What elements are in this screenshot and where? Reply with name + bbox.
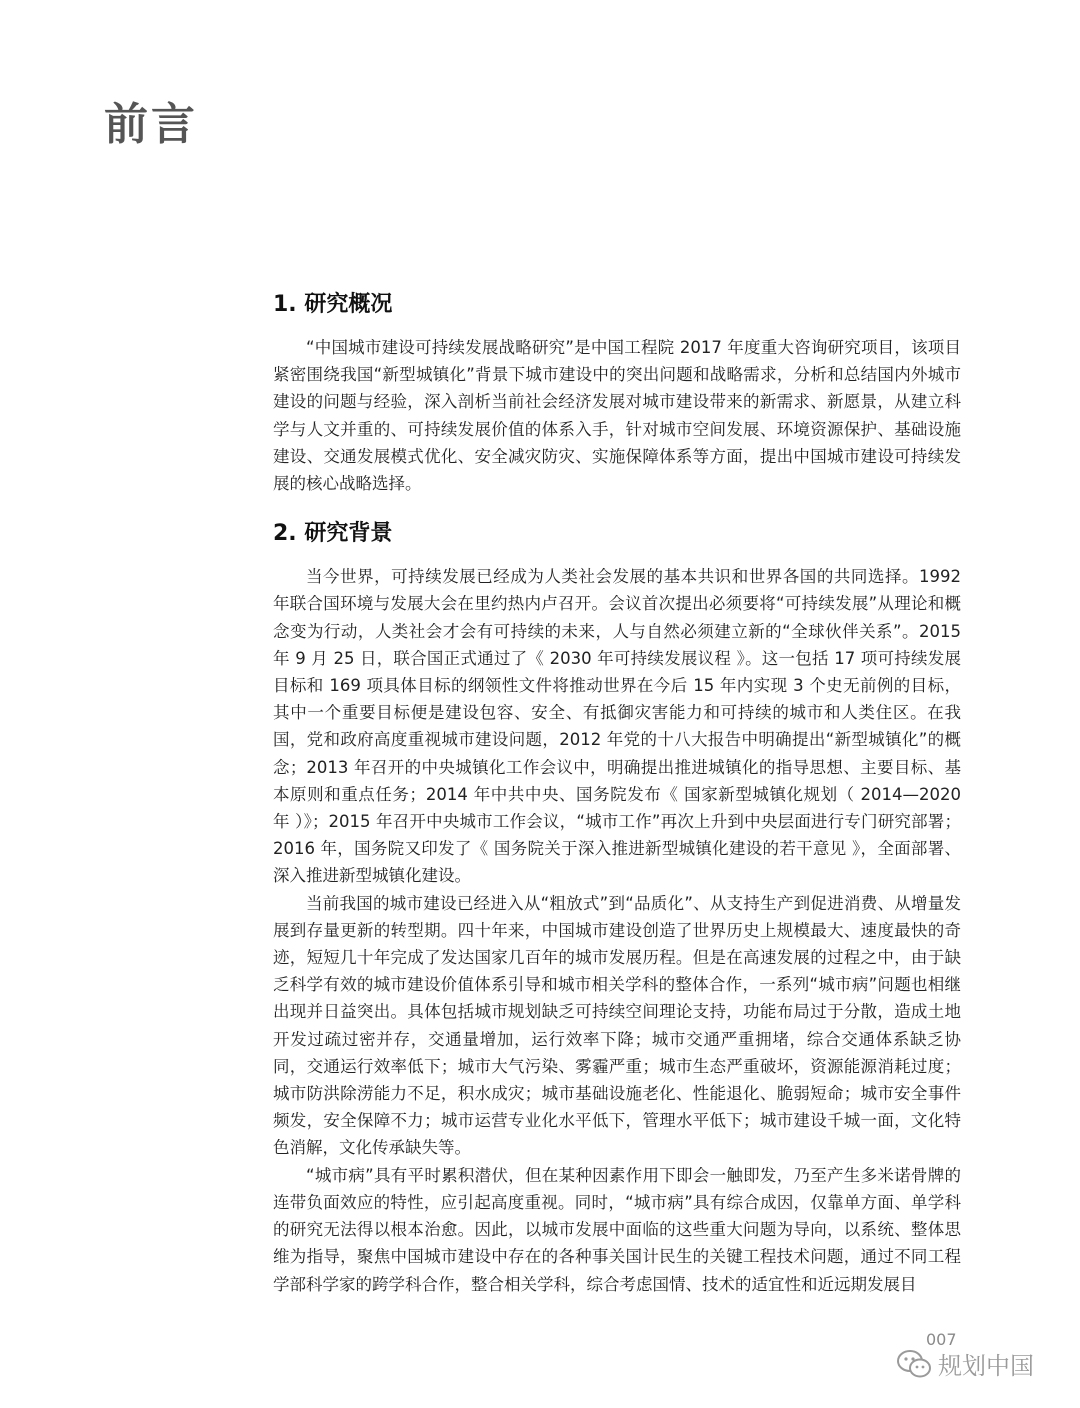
section-research-overview — [273, 286, 961, 497]
paragraph: 当前我国的城市建设已经进入从“粗放式”到“品质化”、从支持生产到促进消费、从增量发展到存量更新的转型期。四十年来，中国城市建设创造了世界历史上规模最大、速度最快的奇迹，短短几十年完成了发达国家几百年的城市发展历程。但是在高速发展的过程之中，由于缺乏科学有效的城市建设价值体系引导和城市相关学科的整体合作，一系列“城市病”问题也相继出现并日益突出。具体包括城市规划缺乏可持续空间理论支持，功能布局过于分散，造成土地开发过疏过密并存，交通量增加，运行效率下降；城市交通严重拥堵，综合交通体系缺乏协同，交通运行效率低下；城市大气污染、雾霾严重；城市生态严重破坏，资源能源消耗过度；城市防洪除涝能力不足，积水成灾；城市基础设施老化、性能退化、脆弱短命；城市安全事件频发，安全保障不力；城市运营专业化水平低下，管理水平低下；城市建设千城一面，文化特色消解，文化传承缺失等。 — [273, 893, 961, 1158]
watermark-text: 规划中国 — [938, 1352, 1034, 1380]
section-heading: 1. 研究概况 — [273, 292, 393, 317]
section-heading: 2. 研究背景 — [273, 521, 393, 547]
watermark — [896, 1346, 1034, 1381]
paragraph: 当今世界，可持续发展已经成为人类社会发展的基本共识和世界各国的共同选择。1992 年联合国环境与发展大会在里约热内卢召开。会议首次提出必须要将“可持续发展”从理论和概念变为行动，人类社会才会有可持续的未来，人与自然必须建立新的“全球伙伴关系”。2015 年 9 月 25 日，联合国正式通过了《 2030 年可持续发展议程 》。这一包括 17 项可持续发展目标和 169 项具体目标的纲领性文件将推动世界在今后 15 年内实现 3 个史无前例的目标，其中一个重要目标便是建设包容、安全、有抵御灾害能力和可持续的城市和人类住区。在我国，党和政府高度重视城市建设问题，2012 年党的十八大报告中明确提出“新型城镇化”的概念；2013 年召开的中央城镇化工作会议中，明确提出推进城镇化的指导思想、主要目标、基本原则和重点任务；2014 年中共中央、国务院发布《 国家新型城镇化规划（ 2014—2020 年 ）》；2015 年召开中央城市工作会议，“城市工作”再次上升到中央层面进行专门研究部署；2016 年，国务院又印发了《 国务院关于深入推进新型城镇化建设的若干意见 》，全面部署、深入推进新型城镇化建设。 — [273, 567, 961, 886]
wechat-icon — [896, 1349, 932, 1379]
page-number: 007 — [926, 1330, 957, 1349]
page-title: 前言 — [104, 99, 198, 150]
section-research-background — [273, 515, 961, 1297]
paragraph: “中国城市建设可持续发展战略研究”是中国工程院 2017 年度重大咨询研究项目，该项目紧密围绕我国“新型城镇化”背景下城市建设中的突出问题和战略需求，分析和总结国内外城市建设的问题与经验，深入剖析当前社会经济发展对城市建设带来的新需求、新愿景，从建立科学与人文并重的、可持续发展价值的体系入手，针对城市空间发展、环境资源保护、基础设施建设、交通发展模式优化、安全减灾防灾、实施保障体系等方面，提出中国城市建设可持续发展的核心战略选择。 — [273, 338, 961, 494]
paragraph: “城市病”具有平时累积潜伏，但在某种因素作用下即会一触即发，乃至产生多米诺骨牌的连带负面效应的特性，应引起高度重视。同时，“城市病”具有综合成因，仅靠单方面、单学科的研究无法得以根本治愈。因此，以城市发展中面临的这些重大问题为导向，以系统、整体思维为指导，聚焦中国城市建设中存在的各种事关国计民生的关键工程技术问题，通过不同工程学部科学家的跨学科合作，整合相关学科，综合考虑国情、技术的适宜性和近远期发展目 — [273, 1165, 961, 1294]
document-body — [273, 286, 961, 1298]
